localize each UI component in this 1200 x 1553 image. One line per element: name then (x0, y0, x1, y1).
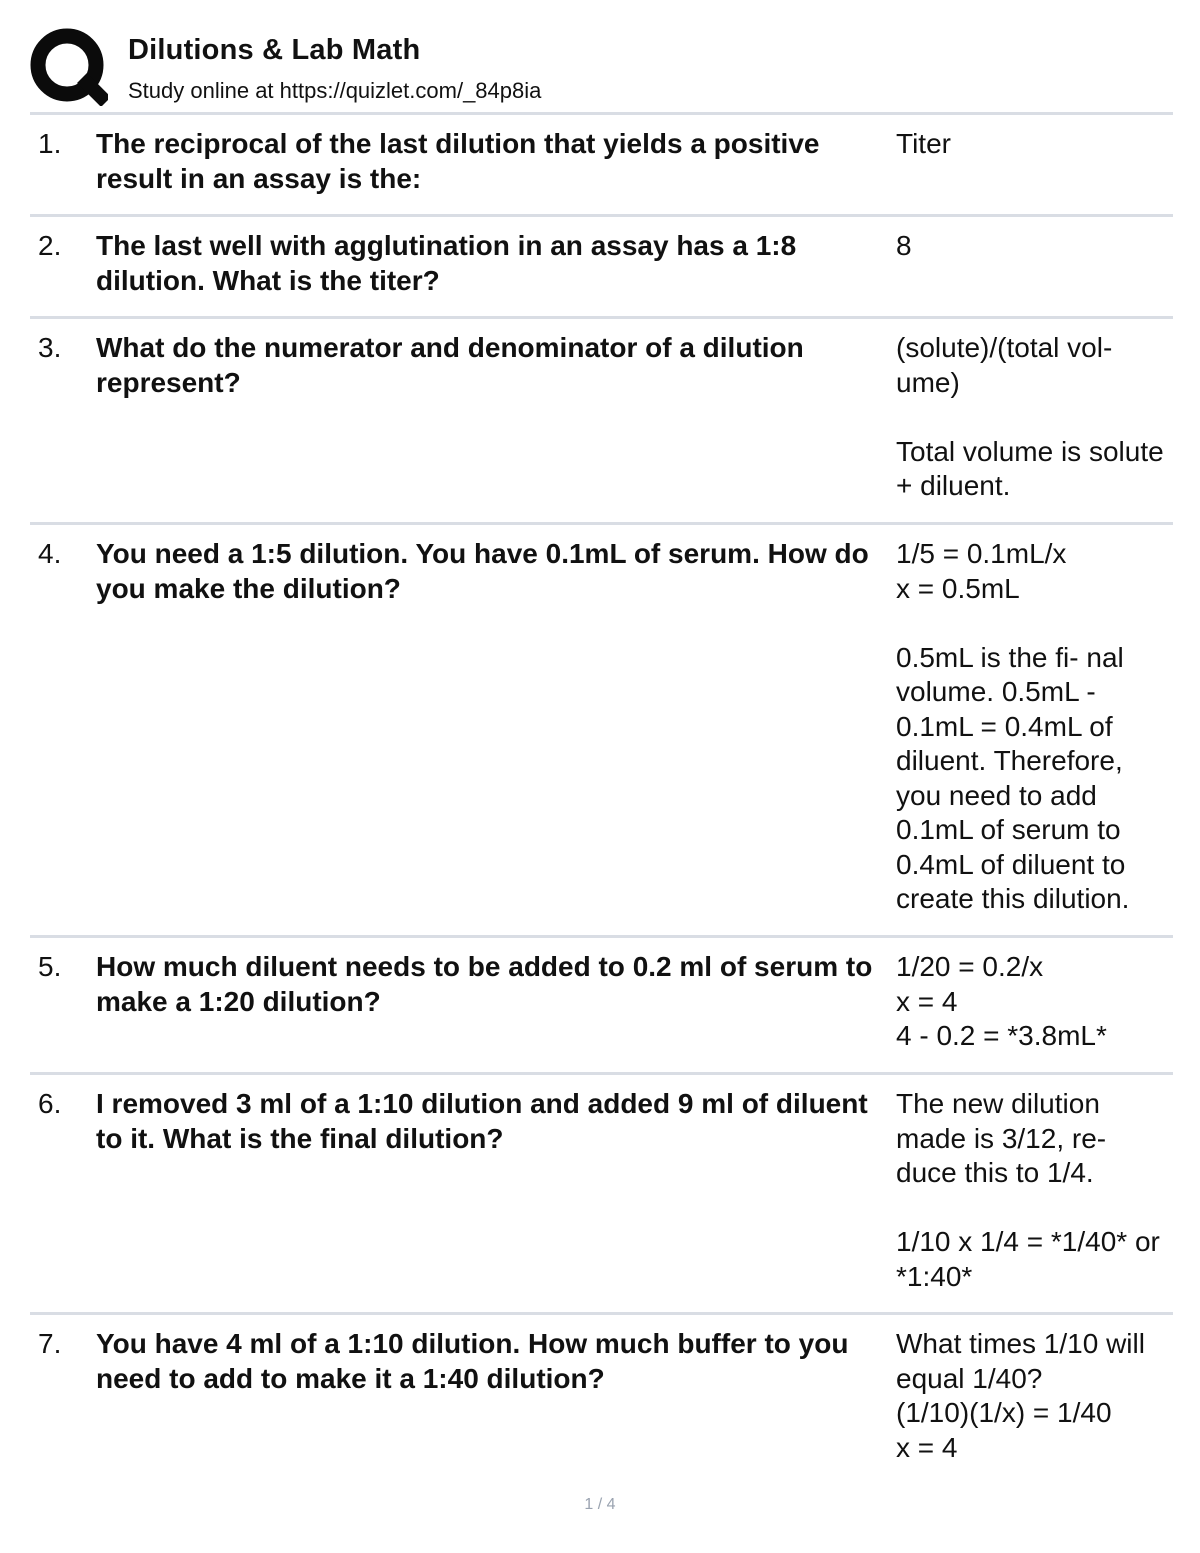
definition-paragraph: The new dilution made is 3/12, re- duce this to 1/4. (896, 1088, 1107, 1188)
card-number: 1. (38, 128, 62, 159)
card-term: How much diluent needs to be added to 0.2 ml of serum to make a 1:20 dilution? (96, 951, 873, 1017)
card-definition (896, 127, 1166, 162)
study-online-link[interactable]: Study online at https://quizlet.com/_84p8ia (128, 78, 542, 103)
card-term: You have 4 ml of a 1:10 dilution. How much buffer to you need to add to make it a 1:40 dilution? (96, 1328, 849, 1394)
flashcard-row (30, 319, 1173, 525)
card-term: The reciprocal of the last dilution that yields a positive result in an assay is the: (96, 128, 820, 194)
document-title: Dilutions & Lab Math (128, 34, 421, 66)
definition-paragraph: What times 1/10 will equal 1/40? (1/10)(1/x) = 1/40 x = 4 (896, 1328, 1145, 1463)
flashcard-row (30, 217, 1173, 319)
flashcard-row (30, 525, 1173, 938)
definition-paragraph: 1/20 = 0.2/x x = 4 4 - 0.2 = *3.8mL* (896, 951, 1107, 1051)
flashcard-row (30, 1075, 1173, 1315)
card-number: 2. (38, 230, 62, 261)
definition-paragraph: 1/10 x 1/4 = *1/40* or *1:40* (896, 1226, 1160, 1292)
definition-paragraph: Total volume is solute + diluent. (896, 435, 1164, 501)
card-term: I removed 3 ml of a 1:10 dilution and added 9 ml of diluent to it. What is the final dilution? (96, 1088, 868, 1154)
flashcard-list (30, 115, 1173, 1483)
definition-paragraph: 1/5 = 0.1mL/x x = 0.5mL (896, 538, 1067, 604)
card-number: 5. (38, 951, 62, 982)
card-definition (896, 1327, 1166, 1465)
document-header (30, 28, 1175, 113)
card-definition (896, 537, 1166, 917)
card-term: What do the numerator and denominator of a dilution represent? (96, 332, 804, 398)
card-definition (896, 331, 1166, 504)
card-term: You need a 1:5 dilution. You have 0.1mL of serum. How do you make the dilution? (96, 538, 869, 604)
definition-paragraph: (solute)/(total vol- ume) (896, 332, 1113, 398)
card-number: 4. (38, 538, 62, 569)
quizlet-q-logo-icon (30, 28, 108, 106)
flashcard-row (30, 938, 1173, 1075)
card-term: The last well with agglutination in an assay has a 1:8 dilution. What is the titer? (96, 230, 797, 296)
flashcard-row (30, 1315, 1173, 1483)
page-indicator: 1 / 4 (584, 1496, 616, 1513)
definition-paragraph: 8 (896, 230, 912, 261)
card-definition (896, 950, 1166, 1054)
card-number: 3. (38, 332, 62, 363)
definition-paragraph: 0.5mL is the fi- nal volume. 0.5mL - 0.1mL = 0.4mL of diluent. Therefore, you need to add 0.1mL of serum to 0.4mL of diluent to create this dilution. (896, 641, 1130, 914)
definition-paragraph: Titer (896, 128, 951, 159)
flashcard-row (30, 115, 1173, 217)
card-number: 6. (38, 1088, 62, 1119)
card-number: 7. (38, 1328, 62, 1359)
card-definition (896, 1087, 1166, 1294)
card-definition (896, 229, 1166, 264)
